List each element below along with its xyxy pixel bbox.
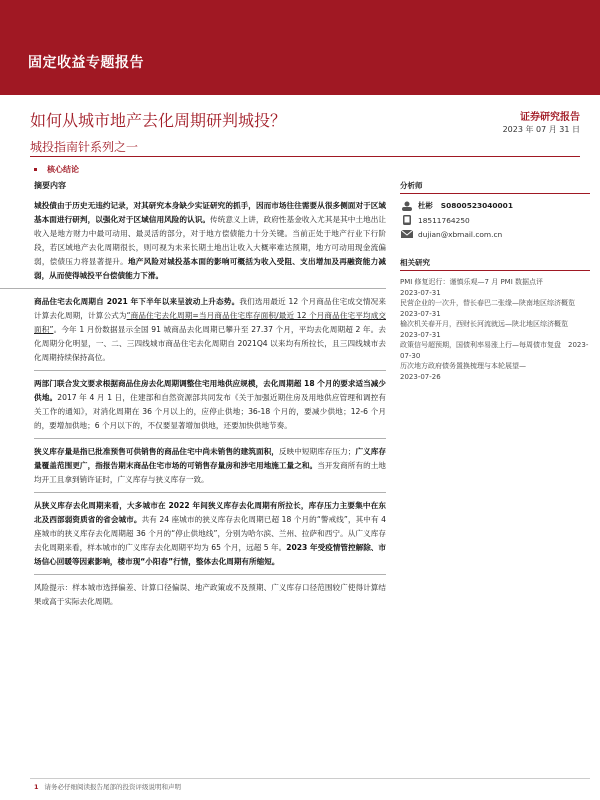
inventory-definition-paragraph (34, 445, 386, 487)
destocking-trend-paragraph (34, 295, 386, 365)
bullet-icon (34, 168, 37, 171)
section-divider (34, 574, 386, 575)
summary-conclusion: 地产风险对城投基本面的影响可概括为收入受阻、支出增加及再融资能力减弱，从而使得城投平台偿债能力下滑。 (34, 257, 387, 280)
city-destocking-conclusion: 2023 年受疫情管控解除、市场信心回暖等因素影响，楼市现“小阳春”行情，整体去化周期有所缩短。 (34, 543, 386, 566)
related-research-item[interactable]: PMI 修复迟行：谨慎乐观—7 月 PMI 数据点评 (400, 278, 544, 286)
core-conclusion-label: 核心结论 (47, 165, 79, 174)
related-research-item[interactable]: 民营企业的一次升，替长春巴二张缘—陕南地区综济概览 2023-07-31 (400, 299, 582, 318)
city-destocking-lead: 从狭义库存去化周期来看，大多城市在 2022 年间狭义库存去化周期有所拉长，库存压力主要集中在东北及西部弱资质省的省会城市。 (34, 501, 386, 524)
header-banner (0, 0, 600, 95)
summary-paragraph (34, 199, 386, 283)
report-subtitle: 城投指南针系列之一 (30, 140, 139, 154)
summary-body: 传统意义上讲，政府性基金收入尤其是其中土地出让收入是地方财力中最可动用、最灵活的部分，对于地方偿债能力十分关键。当前正处于地产行业下行阶段，若区域地产去化周期很长，则可视为未来长期土地出让收入大概率难达预期，地方可动用现金流偏弱，偿债压力将显著提升。 (34, 215, 386, 266)
analyst-email-row (400, 229, 590, 239)
destocking-trend-lead: 商品住宅去化周期自 2021 年下半年以来呈波动上升态势。 (34, 297, 240, 306)
broad-inventory-note: 当开发商所有的土地均开工且拿到销许证时，广义库存与狭义库存一致。 (34, 461, 387, 484)
title-divider (30, 156, 580, 157)
destocking-formula: “商品住宅去化周期=当月商品住宅库存面积/最近 12 个月商品住宅平均成交面积” (34, 311, 387, 334)
page-number: 1 (34, 783, 39, 791)
sidebar (400, 178, 590, 382)
analyst-name: 杜彬 (418, 201, 433, 210)
section-divider (34, 370, 386, 371)
land-supply-policy-lead: 两部门联合发文要求根据商品住房去化周期调整住宅用地供应规模，去化周期超 18 个月的要求适当减少供地。 (34, 379, 386, 402)
related-research-heading: 相关研究 (400, 255, 590, 271)
related-research-item[interactable]: 2023-07-26 (400, 372, 441, 381)
analyst-name-row (400, 200, 590, 211)
footer-divider (30, 778, 590, 779)
narrow-inventory-definition: 狭义库存量是指已批准预售可供销售的商品住宅中尚未销售的建筑面积， (34, 447, 279, 456)
section-divider (34, 438, 386, 439)
related-research-item[interactable]: 榆次机关春开月，西财长河流就远—陕北地区综济概览 2023-07-31 (400, 320, 575, 339)
land-supply-policy-paragraph (34, 377, 386, 433)
narrow-inventory-note: 反映中短期库存压力； (278, 447, 356, 456)
summary-lead: 城投债由于历史无违约记录，对其研究本身缺少实证研究的抓手，因而市场往往需要从很多侧面对于区域基本面进行研判，以强化对于区域信用风险的认识。 (34, 201, 386, 224)
phone-icon (400, 215, 414, 225)
banner-title: 固定收益专题报告 (28, 55, 144, 71)
land-supply-policy-body: 2017 年 4 月 1 日，住建部和自然资源部共同发布《关于加强近期住房及用地供应管理和调控有关工作的通知》，对消化周期在 36 个月以上的，应停止供地；36-18 个月的，要减少供地；12-6 个月的，要增加供地；6 个月以下的，不仅要显著增加供地，还要加快供地节奏。 (34, 393, 387, 430)
broad-inventory-definition: 广义库存量覆盖范围更广，指报告期末商品住宅市场的可销售存量房和涉宅用地施工量之和。 (34, 447, 387, 470)
destocking-trend-text: 我们选用最近 12 个月商品住宅成交情况来计算去化周期，计算公式为 (34, 297, 386, 320)
analyst-icon (400, 201, 414, 211)
page-footer (34, 782, 181, 791)
main-content (34, 180, 386, 609)
risk-warning: 风险提示：样本城市选择偏差、计算口径偏误、地产政策或不及预期、广义库存口径范围较广使得计算结果或高于实际去化周期。 (34, 583, 386, 606)
analyst-cert-number: S0800523040001 (440, 201, 513, 210)
report-date: 2023 年 07 月 31 日 (502, 125, 580, 134)
related-research-item[interactable]: 2023-07-31 (400, 288, 441, 297)
report-type-label: 证券研究报告 (520, 112, 580, 123)
email-icon (400, 229, 414, 239)
section-divider (0, 288, 386, 289)
related-research-item[interactable]: 政策信号超预期，国债利率易涨上行—每周债市复盘 2023-07-30 (400, 341, 589, 360)
summary-title: 摘要内容 (34, 181, 66, 190)
city-destocking-body: 共有 24 座城市的狭义库存去化周期已超 18 个月的“警戒线”，其中有 4 座城市的狭义库存去化周期超 36 个月的“停止供地线”，分别为哈尔滨、兰州、拉萨和西宁。从广义库存去化周期来看，样本城市的广义库存去化周期平均为 65 个月，远超 5 年。 (34, 515, 387, 552)
related-research-item[interactable]: 历次地方政府债务置换梳理与本轮展望— (400, 362, 526, 370)
city-destocking-paragraph (34, 499, 386, 569)
footer-disclaimer: 请务必仔细阅读报告尾部的投资评级说明和声明 (44, 783, 182, 791)
report-title: 如何从城市地产去化周期研判城投？ (30, 111, 287, 130)
analyst-phone-row (400, 215, 590, 225)
analyst-email[interactable]: dujian@xbmail.com.cn (418, 229, 503, 239)
destocking-trend-detail: 。今年 1 月份数据显示全国 91 城商品去化周期已攀升至 27.37 个月，平均去化周期超 2 年。去化周期分化明显，一、二、三四线城市商品住宅去化周期自 2021Q4 以来均有所拉长，且三四线城市去化周期持续保持高位。 (34, 325, 386, 362)
core-conclusion-heading (34, 164, 79, 175)
analyst-heading: 分析师 (400, 178, 590, 194)
section-divider (34, 492, 386, 493)
analyst-phone: 18511764250 (418, 215, 470, 225)
